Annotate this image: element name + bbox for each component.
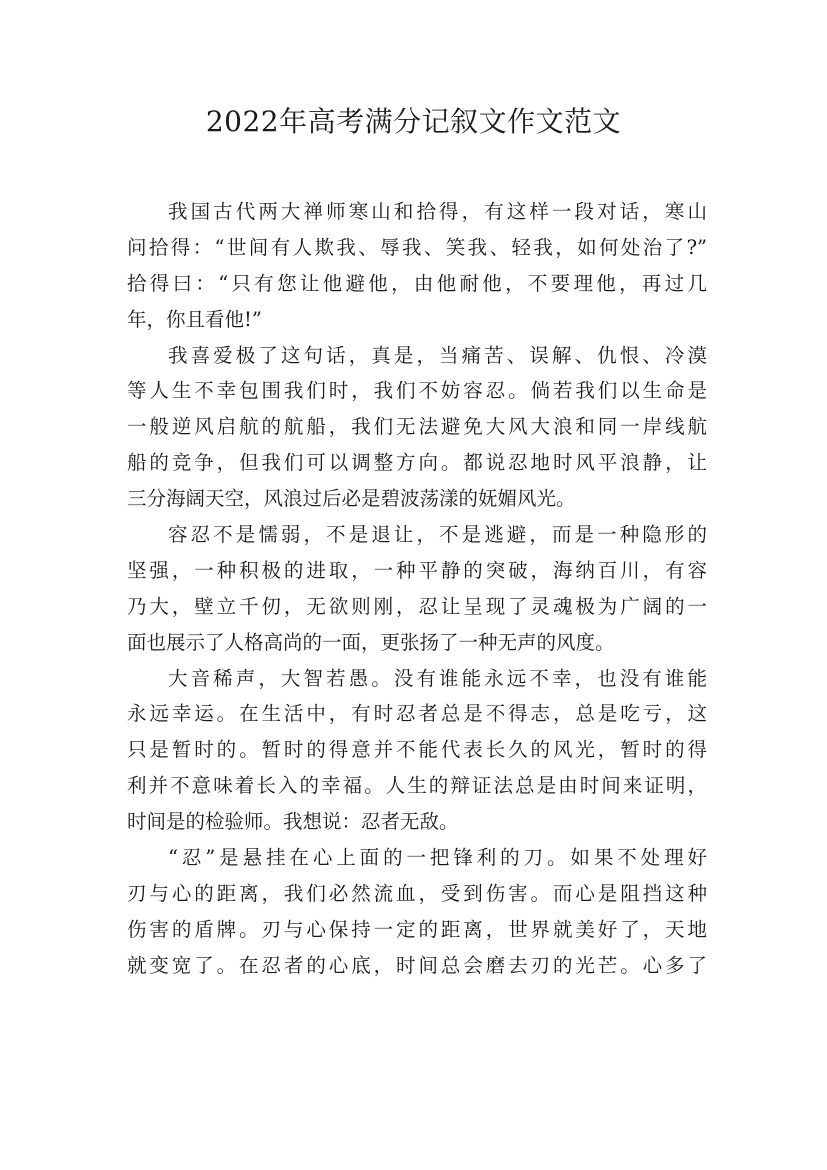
text-line: 一般逆风启航的航船，我们无法避免大风大浪和同一岸线航 bbox=[127, 415, 707, 439]
text-line: 三分海阔天空，风浪过后必是碧波荡漾的妩媚风光。 bbox=[127, 487, 576, 511]
text-line: 船的竞争，但我们可以调整方向。都说忍地时风平浪静，让 bbox=[127, 451, 707, 475]
text-line: 乃大，壁立千仞，无欲则刚，忍让呈现了灵魂极为广阔的一 bbox=[127, 594, 707, 618]
text-line: 大音稀声，大智若愚。没有谁能永远不幸，也没有谁能 bbox=[168, 666, 707, 690]
paragraph-4 bbox=[127, 661, 707, 840]
document-title: 2022年高考满分记叙文作文范文 bbox=[205, 105, 622, 138]
paragraph-2 bbox=[127, 338, 707, 517]
text-line: “忍”是悬挂在心上面的一把锋利的刀。如果不处理好 bbox=[168, 846, 707, 870]
text-line: 年，你且看他!” bbox=[127, 307, 262, 331]
text-line: 坚强，一种积极的进取，一种平静的突破，海纳百川，有容 bbox=[127, 558, 707, 582]
text-line: 我国古代两大禅师寒山和拾得，有这样一段对话，寒山 bbox=[168, 200, 707, 223]
text-line: 我喜爱极了这句话，真是，当痛苦、误解、仇恨、冷漠 bbox=[168, 343, 707, 367]
document-body bbox=[127, 194, 707, 984]
text-line: 等人生不幸包围我们时，我们不妨容忍。倘若我们以生命是 bbox=[127, 379, 707, 403]
text-line: 刃与心的距离，我们必然流血，受到伤害。而心是阻挡这种 bbox=[127, 881, 707, 905]
text-line: 伤害的盾牌。刃与心保持一定的距离，世界就美好了，天地 bbox=[127, 917, 707, 941]
paragraph-5 bbox=[127, 840, 707, 984]
text-line: 就变宽了。在忍者的心底，时间总会磨去刃的光芒。心多了 bbox=[127, 953, 707, 977]
text-line: 永远幸运。在生活中，有时忍者总是不得志，总是吃亏，这 bbox=[127, 702, 707, 726]
text-line: 容忍不是懦弱，不是退让，不是逃避，而是一种隐形的 bbox=[168, 523, 707, 547]
text-line: 问拾得：“世间有人欺我、辱我、笑我、轻我，如何处治了?” bbox=[127, 235, 707, 259]
text-line: 时间是的检验师。我想说：忍者无敌。 bbox=[127, 810, 459, 834]
text-line: 拾得曰：“只有您让他避他，由他耐他，不要理他，再过几 bbox=[127, 271, 707, 295]
text-line: 面也展示了人格高尚的一面，更张扬了一种无声的风度。 bbox=[127, 630, 615, 654]
text-line: 只是暂时的。暂时的得意并不能代表长久的风光，暂时的得 bbox=[127, 738, 707, 762]
text-line: 利并不意味着长入的幸福。人生的辩证法总是由时间来证明， bbox=[127, 774, 707, 798]
paragraph-1 bbox=[127, 194, 707, 338]
paragraph-3 bbox=[127, 517, 707, 661]
